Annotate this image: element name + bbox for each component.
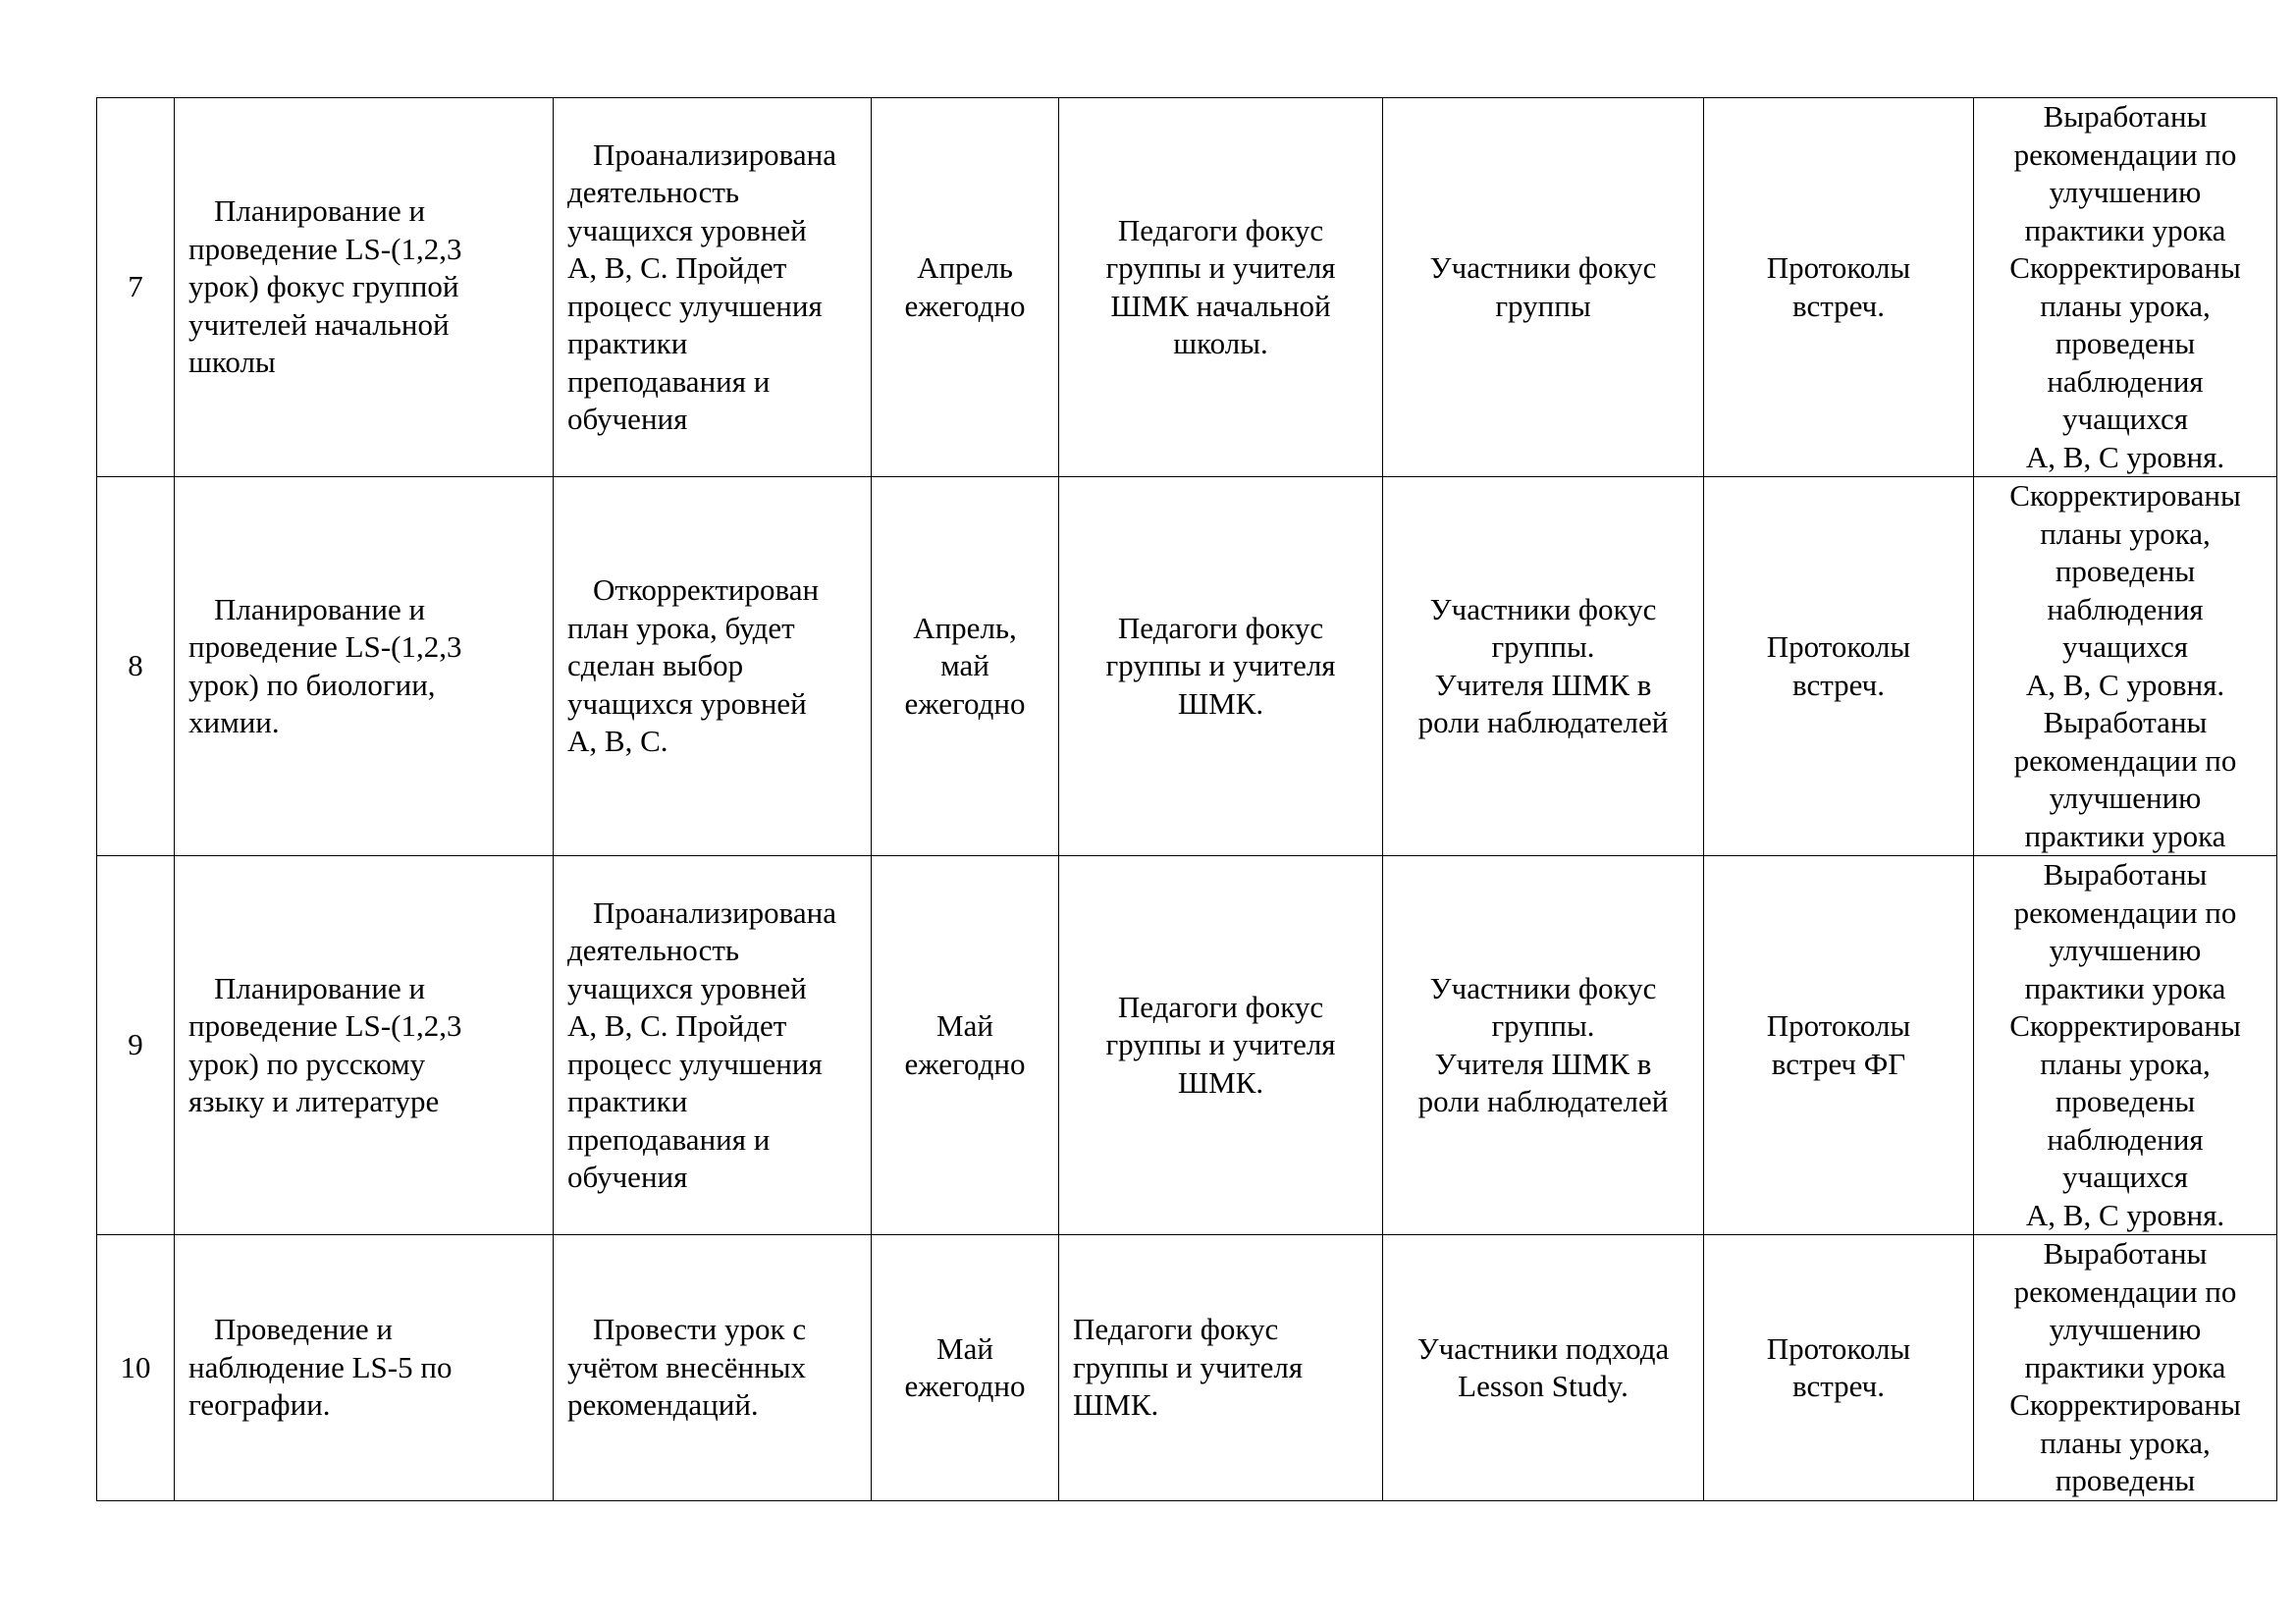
documents-cell xyxy=(1704,856,1974,1235)
table-row xyxy=(97,98,2277,477)
event-cell xyxy=(175,98,554,477)
responsible-cell xyxy=(1059,1235,1383,1501)
documents-cell xyxy=(1704,98,1974,477)
responsible-cell xyxy=(1059,477,1383,856)
row-number-cell xyxy=(97,98,175,477)
event-text: Планирование и проведение LS-(1,2,3 урок) фокус группой учителей начальной школы xyxy=(188,193,462,380)
table-row xyxy=(97,1235,2277,1501)
result-text: Скорректированы планы урока, проведены наблюдения учащихся А, В, С уровня. Выработаны рекомендации по улучшению практики урока xyxy=(2009,478,2241,853)
event-text: Планирование и проведение LS-(1,2,3 урок) по биологии, химии. xyxy=(188,591,462,739)
event-cell xyxy=(175,477,554,856)
participants-text: Участники фокус группы. Учителя ШМК в роли наблюдателей xyxy=(1417,591,1669,739)
table-row xyxy=(97,856,2277,1235)
responsible-text: Педагоги фокус группы и учителя ШМК. xyxy=(1105,610,1336,721)
documents-text: Протоколы встреч ФГ xyxy=(1766,1008,1911,1081)
row-number: 7 xyxy=(128,269,143,304)
participants-cell xyxy=(1383,477,1704,856)
result-cell xyxy=(1974,477,2277,856)
expected-result-text: Проанализирована деятельность учащихся уровней А, В, С. Пройдет процесс улучшения практики преподавания и обучения xyxy=(567,894,836,1194)
responsible-cell xyxy=(1059,856,1383,1235)
row-number-cell xyxy=(97,477,175,856)
expected-result-text: Проанализирована деятельность учащихся уровней А, В, С. Пройдет процесс улучшения практики преподавания и обучения xyxy=(567,136,836,436)
period-cell xyxy=(872,477,1059,856)
event-text: Проведение и наблюдение LS-5 по географии. xyxy=(188,1312,453,1423)
participants-text: Участники фокус группы. Учителя ШМК в роли наблюдателей xyxy=(1417,970,1669,1118)
documents-cell xyxy=(1704,1235,1974,1501)
responsible-text: Педагоги фокус группы и учителя ШМК. xyxy=(1073,1312,1304,1423)
period-text: Апрель ежегодно xyxy=(904,250,1026,323)
participants-text: Участники подхода Lesson Study. xyxy=(1416,1330,1670,1403)
documents-cell xyxy=(1704,477,1974,856)
period-cell xyxy=(872,856,1059,1235)
result-text: Выработаны рекомендации по улучшению практики урока Скорректированы планы урока, проведены xyxy=(2009,1236,2241,1498)
row-number-cell xyxy=(97,856,175,1235)
row-number: 8 xyxy=(128,648,143,683)
documents-text: Протоколы встреч. xyxy=(1766,629,1911,702)
expected-result-cell xyxy=(554,477,872,856)
responsible-cell xyxy=(1059,98,1383,477)
responsible-text: Педагоги фокус группы и учителя ШМК начальной школы. xyxy=(1105,212,1336,360)
period-cell xyxy=(872,98,1059,477)
participants-text: Участники фокус группы xyxy=(1429,250,1657,323)
documents-text: Протоколы встреч. xyxy=(1766,250,1911,323)
period-text: Май ежегодно xyxy=(904,1008,1026,1081)
result-text: Выработаны рекомендации по улучшению практики урока Скорректированы планы урока, проведены наблюдения учащихся А, В, С уровня. xyxy=(2009,857,2241,1232)
table-row xyxy=(97,477,2277,856)
participants-cell xyxy=(1383,1235,1704,1501)
expected-result-cell xyxy=(554,856,872,1235)
row-number: 9 xyxy=(128,1027,143,1062)
expected-result-cell xyxy=(554,1235,872,1501)
expected-result-text: Провести урок с учётом внесённых рекомендаций. xyxy=(567,1312,807,1423)
result-cell xyxy=(1974,98,2277,477)
event-cell xyxy=(175,1235,554,1501)
event-cell xyxy=(175,856,554,1235)
responsible-text: Педагоги фокус группы и учителя ШМК. xyxy=(1105,989,1336,1100)
participants-cell xyxy=(1383,856,1704,1235)
documents-text: Протоколы встреч. xyxy=(1766,1330,1911,1403)
plan-table xyxy=(96,97,2277,1501)
row-number-cell xyxy=(97,1235,175,1501)
result-cell xyxy=(1974,1235,2277,1501)
period-text: Май ежегодно xyxy=(904,1330,1026,1403)
period-cell xyxy=(872,1235,1059,1501)
result-text: Выработаны рекомендации по улучшению практики урока Скорректированы планы урока, проведены наблюдения учащихся А, В, С уровня. xyxy=(2009,99,2241,474)
expected-result-cell xyxy=(554,98,872,477)
participants-cell xyxy=(1383,98,1704,477)
period-text: Апрель, май ежегодно xyxy=(904,610,1026,721)
event-text: Планирование и проведение LS-(1,2,3 урок) по русскому языку и литературе xyxy=(188,970,462,1118)
row-number: 10 xyxy=(120,1349,151,1384)
result-cell xyxy=(1974,856,2277,1235)
expected-result-text: Откорректирован план урока, будет сделан выбор учащихся уровней А, В, С. xyxy=(567,572,820,759)
